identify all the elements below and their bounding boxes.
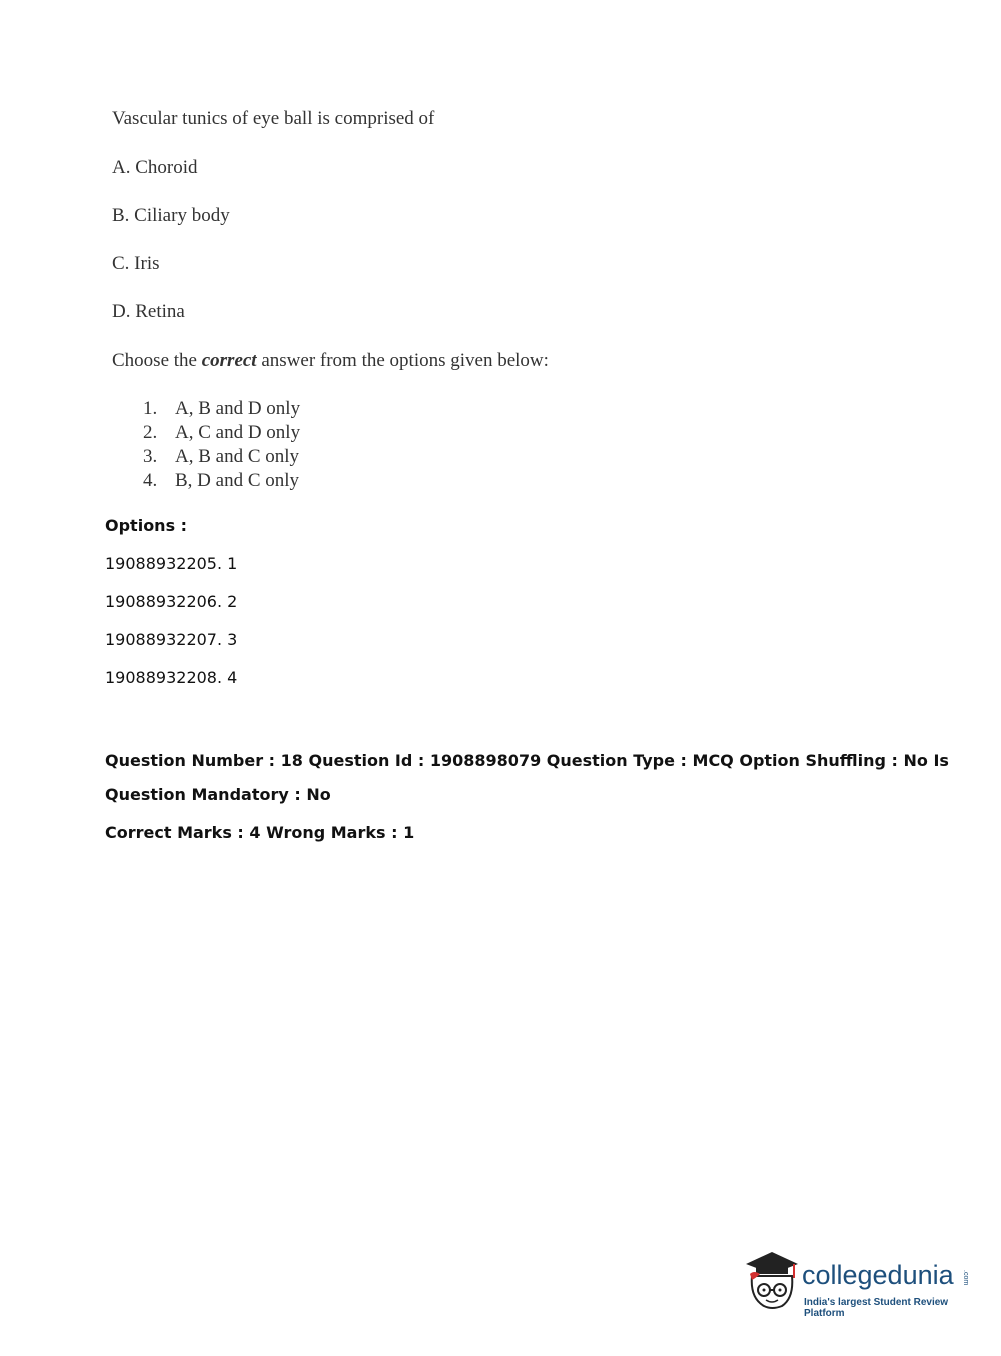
logo-suffix: .com <box>962 1270 969 1286</box>
option-item-1: 19088932205. 1 <box>105 554 238 573</box>
logo-tagline: India's largest Student Review Platform <box>804 1297 949 1319</box>
answer-text: A, C and D only <box>175 422 301 443</box>
answer-text: A, B and D only <box>175 398 301 419</box>
answer-text: B, D and C only <box>175 470 300 491</box>
instruction <box>112 350 549 372</box>
answer-text: A, B and C only <box>175 446 300 467</box>
question-meta-line-1: Question Number : 18 Question Id : 1908898079 Question Type : MCQ Option Shuffling : No Is <box>105 751 949 770</box>
question-stem: Vascular tunics of eye ball is comprised of <box>112 108 435 129</box>
answer-choice-3 <box>143 446 299 468</box>
answer-choice-1 <box>143 398 300 420</box>
answer-num: 3. <box>143 446 158 467</box>
options-heading: Options : <box>105 516 188 535</box>
option-item-4: 19088932208. 4 <box>105 668 238 687</box>
statement-b: B. Ciliary body <box>112 205 230 226</box>
statement-c: C. Iris <box>112 253 160 274</box>
answer-num: 4. <box>143 470 158 491</box>
marks-line: Correct Marks : 4 Wrong Marks : 1 <box>105 823 415 842</box>
instruction-emph: correct <box>201 350 257 371</box>
instruction-after: answer from the options given below: <box>256 350 549 371</box>
answer-choice-2 <box>143 422 300 444</box>
option-item-2: 19088932206. 2 <box>105 592 238 611</box>
question-meta-line-2: Question Mandatory : No <box>105 785 331 804</box>
option-item-3: 19088932207. 3 <box>105 630 238 649</box>
answer-choice-4 <box>143 470 299 492</box>
mascot-icon <box>742 1250 802 1318</box>
statement-a: A. Choroid <box>112 157 198 178</box>
answer-num: 1. <box>143 398 158 419</box>
answer-num: 2. <box>143 422 158 443</box>
logo-wordmark: collegedunia <box>802 1260 954 1290</box>
instruction-before: Choose the <box>112 350 202 371</box>
collegedunia-logo <box>742 1250 982 1320</box>
statement-d: D. Retina <box>112 301 185 322</box>
